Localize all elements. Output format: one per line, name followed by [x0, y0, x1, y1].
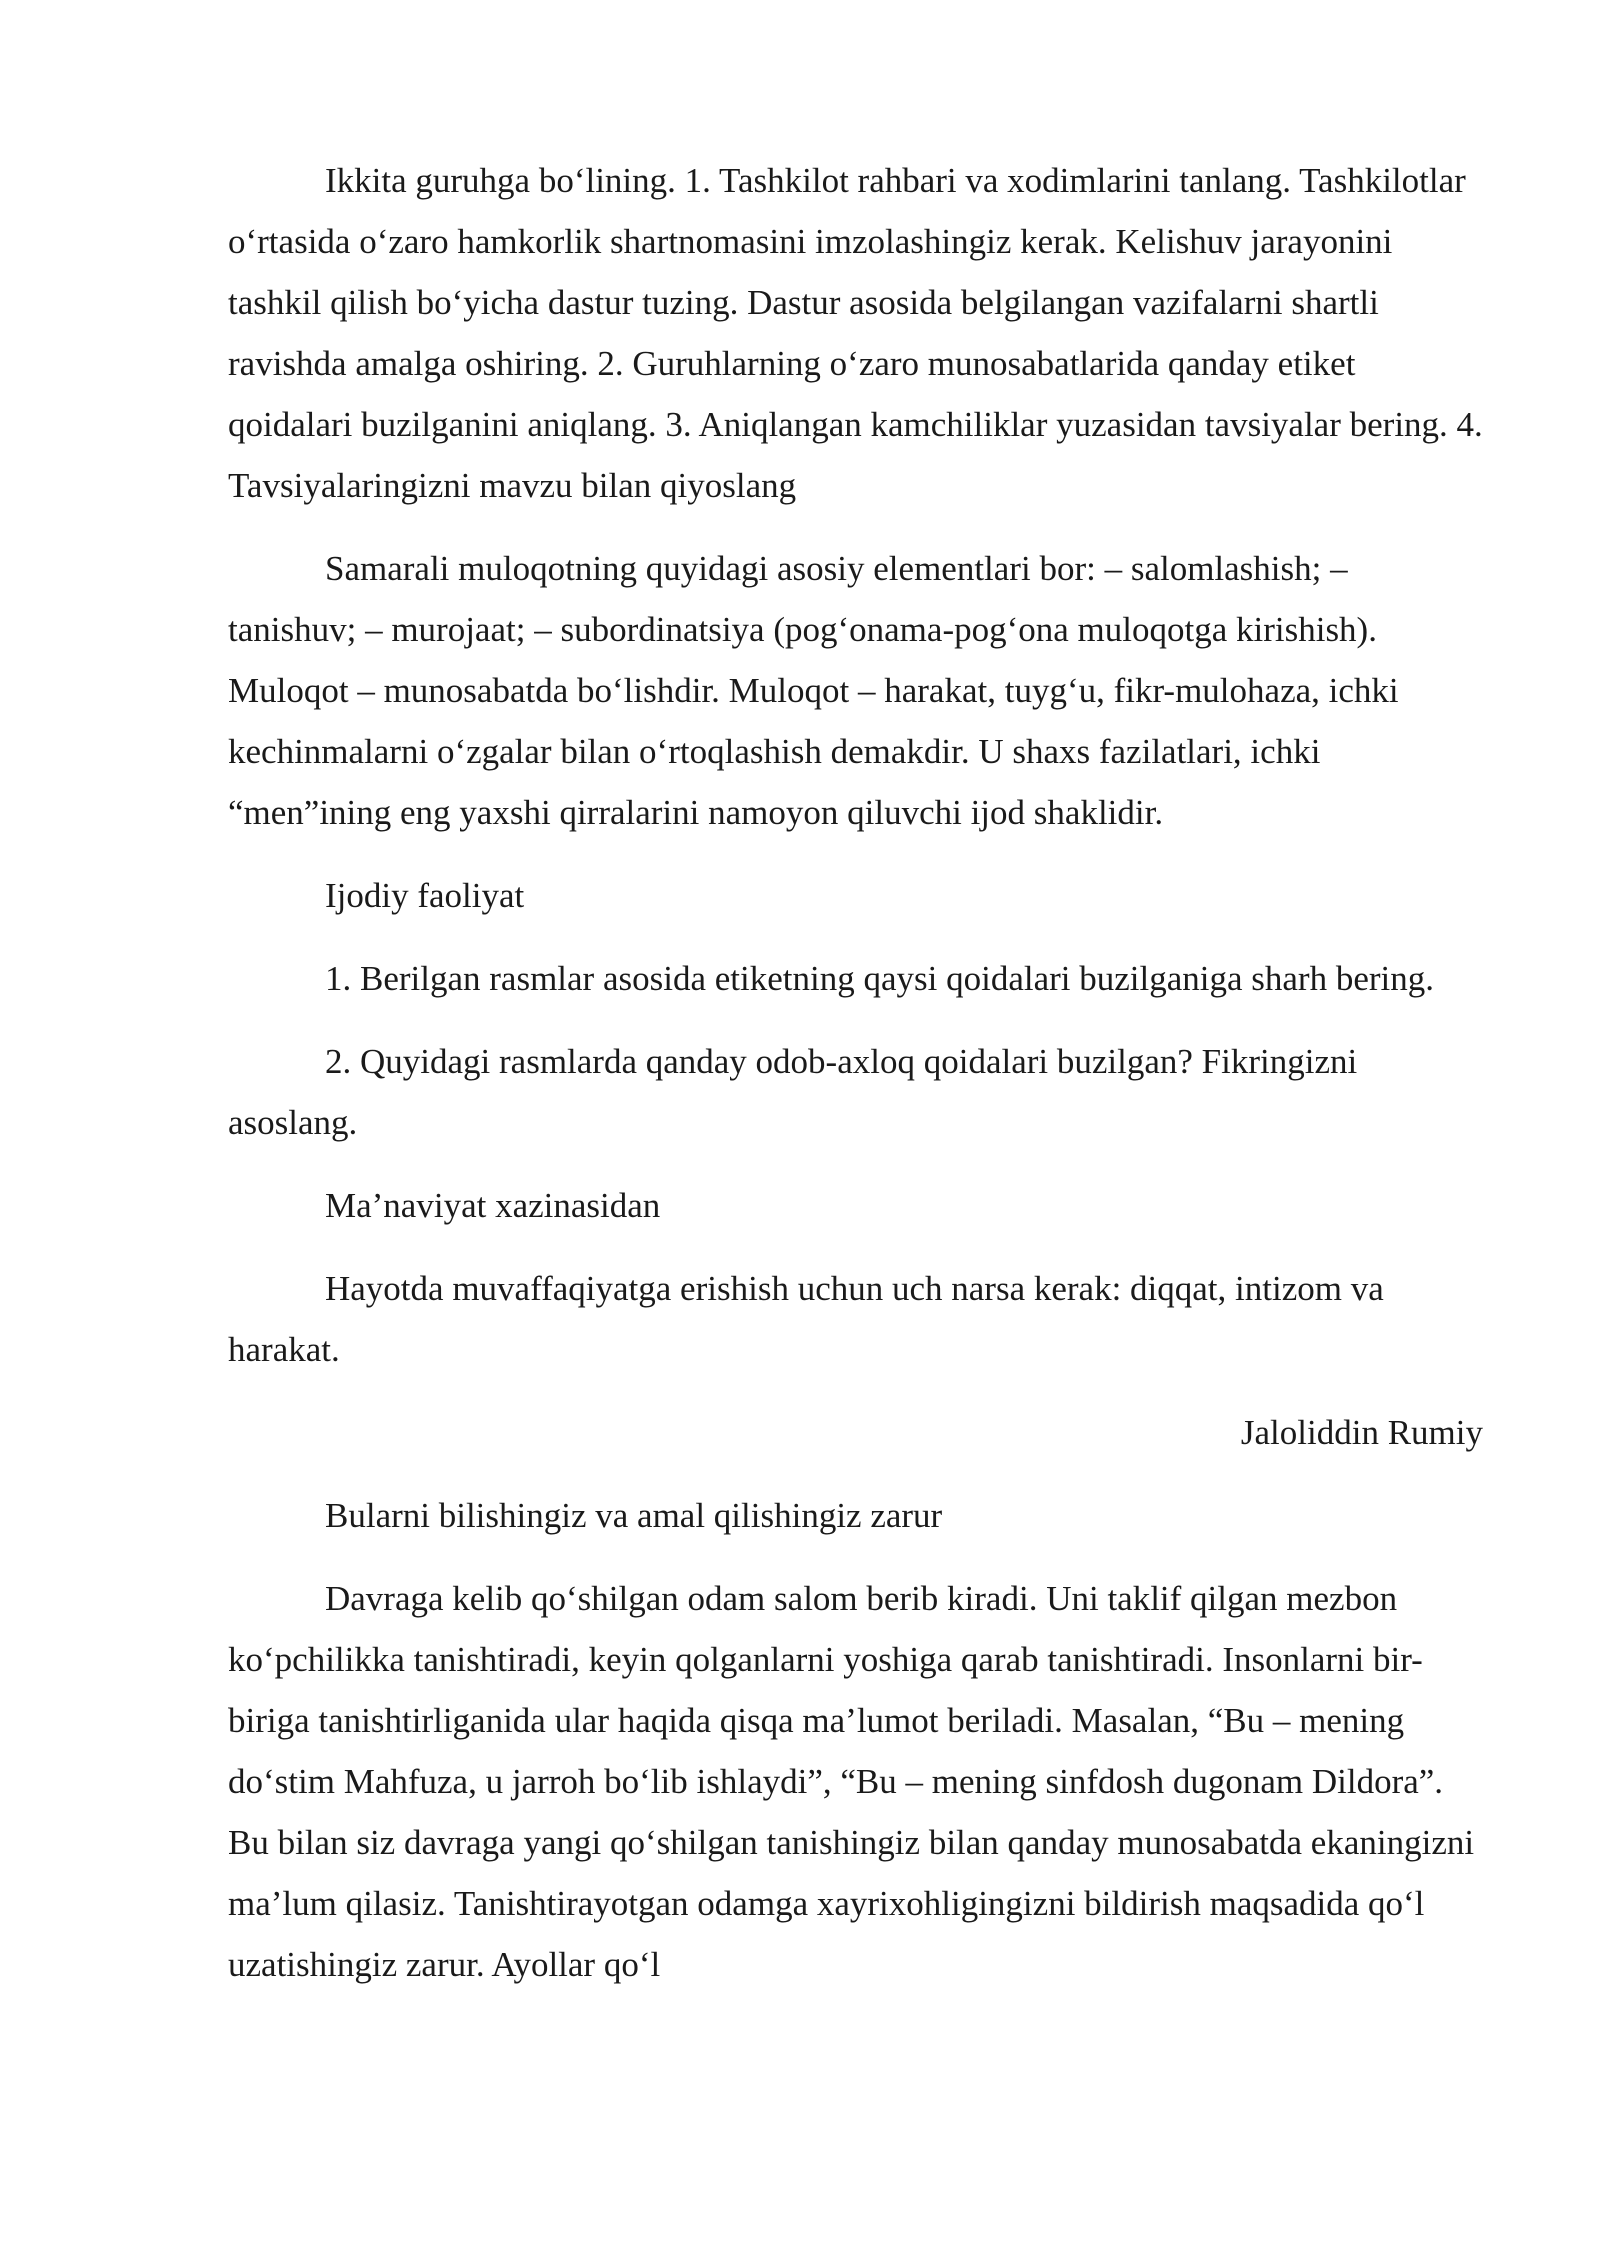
task-item-1: 1. Berilgan rasmlar asosida etiketning qaysi qoidalari buzilganiga sharh bering. [325, 959, 1434, 998]
paragraph-introductions: Davraga kelib qoʻshilgan odam salom berib kiradi. Uni taklif qilgan mezbon koʻpchilikka tanishtiradi, keyin qolganlarni yoshiga qarab tanishtiradi. Insonlarni bir-biriga tanishtirliganida ular haqida qisqa ma’lumot beriladi. Masalan, “Bu – mening doʻstim Mahfuza, u jarroh boʻlib ishlaydi”, “Bu – mening sinfdosh dugonam Dildora”. Bu bilan siz davraga yangi qoʻshilgan tanishingiz bilan qanday munosabatda ekaningizni ma’lum qilasiz. Tanishtirayotgan odamga xayrixohligingizni bildirish maqsadida qoʻl uzatishingiz zarur. Ayollar qoʻl [228, 1579, 1475, 1984]
heading-must-know: Bularni bilishingiz va amal qilishingiz zarur [325, 1496, 943, 1535]
paragraph-group-task: Ikkita guruhga boʻlining. 1. Tashkilot rahbari va xodimlarini tanlang. Tashkilotlar oʻrtasida oʻzaro hamkorlik shartnomasini imzolashingiz kerak. Kelishuv jarayonini tashkil qilish boʻyicha dastur tuzing. Dastur asosida belgilangan vazifalarni shartli ravishda amalga oshiring. 2. Guruhlarning oʻzaro munosabatlarida qanday etiket qoidalari buzilganini aniqlang. 3. Aniqlangan kamchiliklar yuzasidan tavsiyalar bering. 4. Tavsiyalaringizni mavzu bilan qiyoslang [228, 161, 1483, 505]
document-page [228, 150, 1483, 2017]
quote-text: Hayotda muvaffaqiyatga erishish uchun uch narsa kerak: diqqat, intizom va harakat. [228, 1269, 1384, 1369]
heading-creative-activity: Ijodiy faoliyat [325, 876, 525, 915]
quote-author: Jaloliddin Rumiy [1240, 1413, 1483, 1452]
paragraph-communication-elements: Samarali muloqotning quyidagi asosiy elementlari bor: – salomlashish; – tanishuv; – murojaat; – subordinatsiya (pogʻonama-pogʻona muloqotga kirishish). Muloqot – munosabatda boʻlishdir. Muloqot – harakat, tuygʻu, fikr-mulohaza, ichki kechinmalarni oʻzgalar bilan oʻrtoqlashish demakdir. U shaxs fazilatlari, ichki “men”ining eng yaxshi qirralarini namoyon qiluvchi ijod shaklidir. [228, 549, 1399, 832]
task-item-2: 2. Quyidagi rasmlarda qanday odob-axloq qoidalari buzilgan? Fikringizni asoslang. [228, 1042, 1358, 1142]
heading-spiritual-treasury: Ma’naviyat xazinasidan [325, 1186, 661, 1225]
